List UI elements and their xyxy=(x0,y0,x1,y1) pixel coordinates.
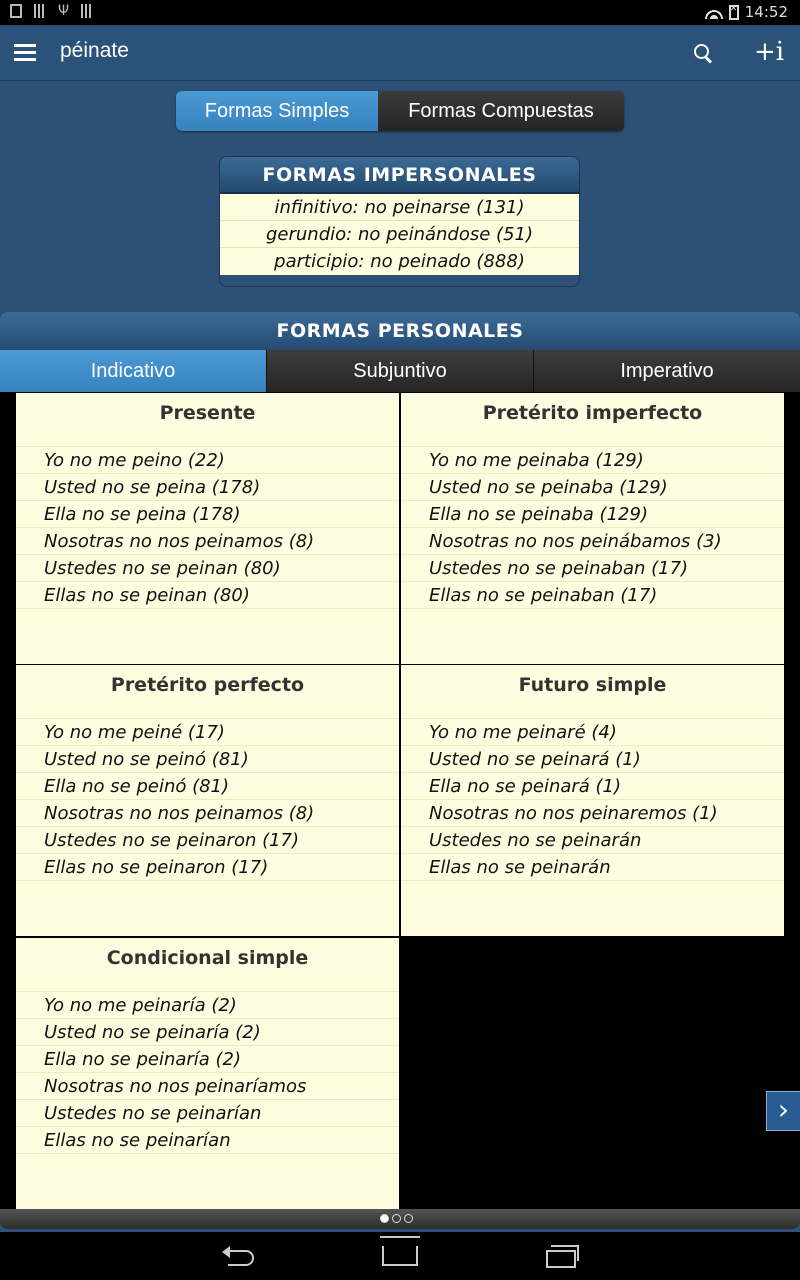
pager xyxy=(0,1209,800,1232)
add-icon[interactable]: +i xyxy=(754,37,785,67)
home-icon[interactable] xyxy=(382,1246,418,1266)
conjugation-row: Ellas no se peinarían xyxy=(16,1127,399,1154)
conjugation-row: Ella no se peinó (81) xyxy=(16,773,399,800)
app-bar xyxy=(0,25,800,81)
tense-title: Pretérito perfecto xyxy=(16,665,399,719)
conjugation-row: Ella no se peinaría (2) xyxy=(16,1046,399,1073)
image-notification-icon xyxy=(10,4,22,18)
conjugation-row: Ellas no se peinarán xyxy=(401,854,784,881)
conjugation-row: Ustedes no se peinarán xyxy=(401,827,784,854)
tense-card-futuro-simple xyxy=(401,665,784,936)
conjugation-row: Nosotras no nos peinamos (8) xyxy=(16,528,399,555)
status-bar xyxy=(0,0,800,25)
conjugation-row: Nosotras no nos peinamos (8) xyxy=(16,800,399,827)
conjugation-row: Yo no me peinaría (2) xyxy=(16,992,399,1019)
conjugation-row: Yo no me peinaba (129) xyxy=(401,447,784,474)
tense-card-preterito-perfecto xyxy=(16,665,399,936)
conjugation-row: Ella no se peinaba (129) xyxy=(401,501,784,528)
mood-tabs xyxy=(0,350,800,392)
conjugation-row: Ustedes no se peinaron (17) xyxy=(16,827,399,854)
menu-icon[interactable] xyxy=(14,44,36,62)
tab-subjuntivo[interactable]: Subjuntivo xyxy=(267,350,534,392)
barcode-notification-icon-2 xyxy=(81,4,93,18)
tense-title: Presente xyxy=(16,393,399,447)
impersonal-forms-box xyxy=(219,156,580,287)
search-icon[interactable] xyxy=(694,44,714,64)
conjugation-row: Usted no se peinaría (2) xyxy=(16,1019,399,1046)
impersonal-row: infinitivo: no peinarse (131) xyxy=(220,194,579,221)
conjugation-row: Ustedes no se peinarían xyxy=(16,1100,399,1127)
conjugation-row: Usted no se peinará (1) xyxy=(401,746,784,773)
back-icon[interactable] xyxy=(220,1246,256,1266)
conjugation-row: Ella no se peina (178) xyxy=(16,501,399,528)
conjugation-row: Nosotras no nos peinábamos (3) xyxy=(401,528,784,555)
conjugation-row: Yo no me peiné (17) xyxy=(16,719,399,746)
tense-card-condicional-simple xyxy=(16,938,399,1209)
main-content xyxy=(0,81,800,1209)
personal-forms-title: FORMAS PERSONALES xyxy=(0,312,800,350)
page-indicator xyxy=(380,1214,413,1223)
tense-card-preterito-imperfecto xyxy=(401,393,784,664)
battery-icon xyxy=(729,5,739,20)
tense-title: Futuro simple xyxy=(401,665,784,719)
recent-apps-icon[interactable] xyxy=(546,1244,578,1266)
status-time: 14:52 xyxy=(744,3,788,21)
tense-title: Pretérito imperfecto xyxy=(401,393,784,447)
app-title: péinate xyxy=(60,39,129,62)
pager-bar xyxy=(0,1209,800,1229)
segment-formas-simples[interactable]: Formas Simples xyxy=(176,91,378,131)
system-nav-bar xyxy=(0,1232,800,1280)
page-dot-2[interactable] xyxy=(392,1214,401,1223)
tense-card-presente xyxy=(16,393,399,664)
conjugation-row: Usted no se peinó (81) xyxy=(16,746,399,773)
wifi-icon xyxy=(705,5,723,19)
conjugation-grid xyxy=(0,392,800,1209)
conjugation-row: Yo no me peinaré (4) xyxy=(401,719,784,746)
chevron-right-icon[interactable]: › xyxy=(766,1091,800,1131)
conjugation-row: Usted no se peinaba (129) xyxy=(401,474,784,501)
impersonal-forms-title: FORMAS IMPERSONALES xyxy=(220,157,579,194)
page-dot-3[interactable] xyxy=(404,1214,413,1223)
tab-imperativo[interactable]: Imperativo xyxy=(534,350,800,392)
conjugation-row: Usted no se peina (178) xyxy=(16,474,399,501)
conjugation-row: Nosotras no nos peinaríamos xyxy=(16,1073,399,1100)
conjugation-row: Nosotras no nos peinaremos (1) xyxy=(401,800,784,827)
impersonal-row: gerundio: no peinándose (51) xyxy=(220,221,579,248)
conjugation-row: Ellas no se peinan (80) xyxy=(16,582,399,609)
conjugation-row: Ellas no se peinaban (17) xyxy=(401,582,784,609)
conjugation-row: Ustedes no se peinaban (17) xyxy=(401,555,784,582)
impersonal-row: participio: no peinado (888) xyxy=(220,248,579,275)
conjugation-row: Ella no se peinará (1) xyxy=(401,773,784,800)
conjugation-row: Yo no me peino (22) xyxy=(16,447,399,474)
page-dot-1[interactable] xyxy=(380,1214,389,1223)
segment-formas-compuestas[interactable]: Formas Compuestas xyxy=(378,91,624,131)
conjugation-row: Ustedes no se peinan (80) xyxy=(16,555,399,582)
tense-title: Condicional simple xyxy=(16,938,399,992)
usb-icon: Ψ xyxy=(58,3,70,19)
conjugation-row: Ellas no se peinaron (17) xyxy=(16,854,399,881)
forms-segmented-control xyxy=(176,91,624,131)
tab-indicativo[interactable]: Indicativo xyxy=(0,350,267,392)
barcode-notification-icon xyxy=(34,4,46,18)
